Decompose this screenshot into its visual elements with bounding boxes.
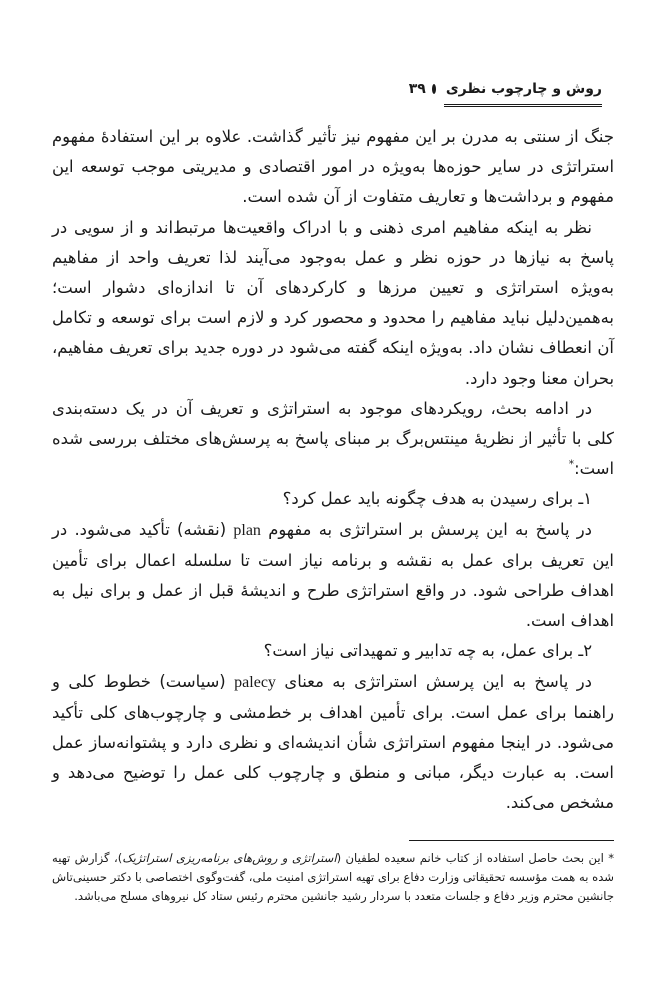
footnote (52, 849, 614, 906)
footnote-paragraph (52, 849, 614, 906)
footnote-text-after: )، گزارش تهیه شده به همت مؤسسه تحقیقاتی وزارت دفاع برای تهیه استراتژی امنیت ملی، گفت‌وگوی اختصاصی با دکتر حسینی‌تاش جانشین محترم وزیر دفاع و جلسات متعدد با سردار رشید جانشین محترم رئیس ستاد کل نیروهای مسلح می‌باشد. (52, 851, 614, 903)
question-1: ۱ـ برای رسیدن به هدف چگونه باید عمل کرد؟ (282, 489, 592, 509)
footnote-rule (409, 840, 614, 841)
question-2: ۲ـ برای عمل، به چه تدابیر و تمهیداتی نیاز است؟ (263, 641, 592, 661)
paragraph-2: نظر به اینکه مفاهیم امری ذهنی و با ادراک واقعیت‌ها مرتبط‌اند و از سویی در پاسخ به نیازها در حوزه نظر و عمل به‌وجود می‌آیند لذا تعریف واحد از مفاهیم به‌ویژه استراتژی و تعیین مرزها و کارکردهای آن تا اندازه‌ای دشوار است؛ به‌همین‌دلیل نباید مفاهیم را محدود و محصور کرد و لازم است برای توسعه و تکامل آن انعطاف نشان داد. به‌ویژه اینکه گفته می‌شود در دوره جدید برای تعریف مفاهیم، بحران معنا وجود دارد. (52, 217, 614, 388)
footnote-reference-mark: * (568, 457, 575, 471)
answer-2-before: در پاسخ به این پرسش استراتژی به معنای (284, 671, 592, 691)
answer-1 (52, 515, 614, 637)
paragraph-3 (52, 394, 614, 485)
paragraph-1: جنگ از سنتی به مدرن بر این مفهوم نیز تأثیر گذاشت. علاوه بر این استفادهٔ مفهوم استراتژی در سایر حوزه‌ها به‌ویژه در امور اقتصادی و مدیریتی موجب توسعه این مفهوم و برداشت‌ها و تعاریف متفاوت از آن شده است. (52, 127, 614, 207)
running-title: روش و چارچوب نظری (445, 81, 602, 97)
footnote-text-before: این بحث حاصل استفاده از کتاب خانم سعیده لطفیان ( (336, 851, 604, 865)
paragraph-3-text: در ادامه بحث، رویکردهای موجود به استراتژی و تعریف آن در یک دسته‌بندی کلی با تأثیر از نظریهٔ مینتس‌برگ بر مبنای پاسخ به پرسش‌های مختلف بررسی شده است: (52, 398, 614, 479)
answer-1-after: (نقشه) تأکید می‌شود. در این تعریف برای عمل به نقشه و برنامه نیاز است تا سلسله اعمال برای تأمین اهداف طراحی شود. در واقع استراتژی طرح و اندیشهٔ قبل از عمل و برای نیل به اهداف است. (52, 519, 614, 631)
answer-1-before: در پاسخ به این پرسش بر استراتژی به مفهوم (268, 519, 592, 539)
answer-2 (52, 667, 614, 819)
main-text (52, 122, 614, 819)
header-rule (444, 104, 602, 107)
circle-ornament-icon (432, 84, 436, 94)
footnote-mark: * (608, 851, 615, 865)
page-number: ۳۹ (408, 81, 426, 97)
footnote-book-title: استراتژی و روش‌های برنامه‌ریزی استراتژیک (122, 851, 337, 865)
answer-1-term: plan (233, 521, 261, 539)
answer-2-after: (سیاست) خطوط کلی و راهنما برای عمل است. برای تأمین اهداف بر خط‌مشی و چارچوب‌های کلی تأکید می‌شود. در اینجا مفهوم استراتژی شأن اندیشه‌ای و نظری دارد و پشتوانه‌ساز عمل است. به عبارت دیگر، مبانی و منطق و چارچوب کلی عمل را توضیح می‌دهد و مشخص می‌کند. (52, 671, 614, 813)
running-header (408, 76, 602, 102)
answer-2-term: palecy (234, 673, 276, 691)
